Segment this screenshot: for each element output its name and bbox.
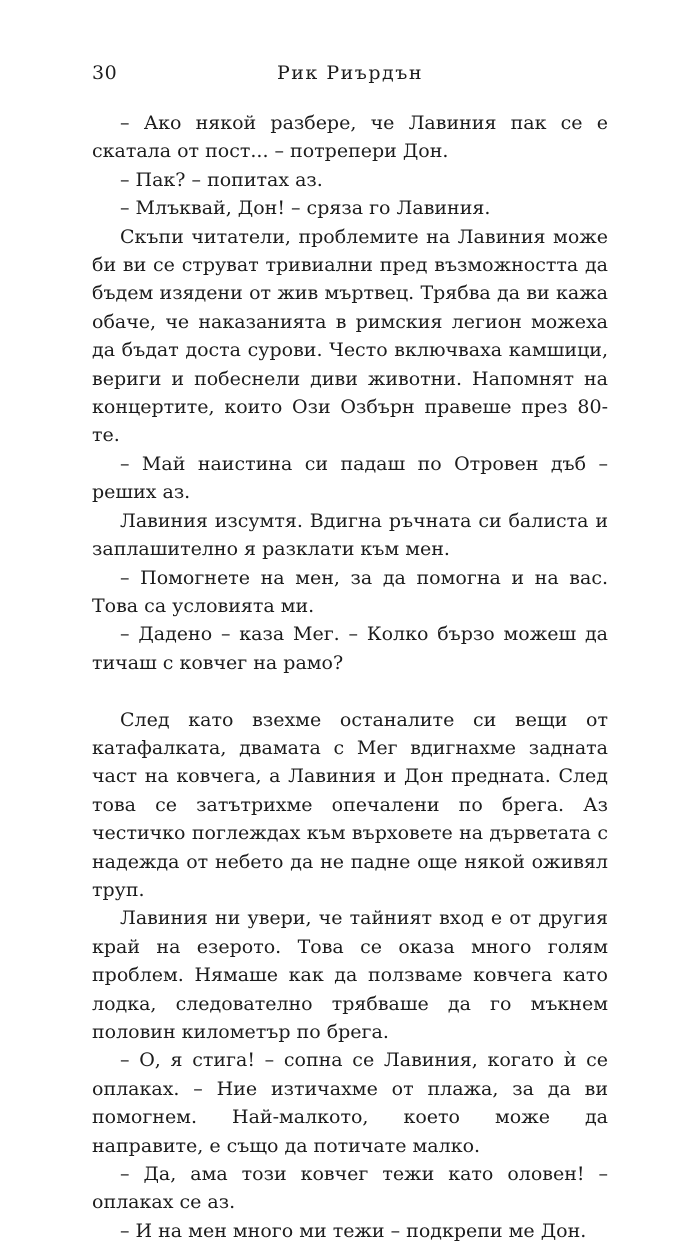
- page-number: 30: [92, 62, 118, 84]
- paragraph: – Да, ама този ковчег тежи като оловен! – оплаках се аз.: [92, 1163, 608, 1214]
- page-header: [92, 62, 608, 92]
- paragraph: Скъпи читатели, проблемите на Лавиния може би ви се струват тривиални пред възможността да бъдем изядени от жив мъртвец. Трябва да ви кажа обаче, че наказанията в римския легион можеха да бъдат доста сурови. Често включваха камшици, вериги и побеснели диви животни. Напомнят на концертите, които Ози Озбърн правеше през 80-те.: [92, 225, 608, 447]
- paragraph: Лавиния ни увери, че тайният вход е от другия край на езерото. Това се оказа много голям проблем. Нямаше как да ползваме ковчега като лодка, следователно трябваше да го мъкнем половин километър по брега.: [92, 907, 608, 1043]
- paragraph: – Май наистина си падаш по Отровен дъб – реших аз.: [92, 452, 608, 504]
- paragraph: – И на мен много ми тежи – подкрепи ме Дон.: [120, 1219, 587, 1242]
- body-text: [92, 109, 608, 1245]
- paragraph: – Млъквай, Дон! – сряза го Лавиния.: [120, 197, 491, 220]
- paragraph: – О, я стига! – сопна се Лавиния, когато ѝ се оплаках. – Ние изтичахме от плажа, за да ви помогнем. Най-малкото, което може да направите, е също да потичате малко.: [92, 1049, 608, 1157]
- section-break: [92, 677, 608, 705]
- paragraph: Лавиния изсумтя. Вдигна ръчната си балиста и заплашително я разклати към мен.: [92, 509, 608, 561]
- paragraph: – Дадено – каза Мег. – Колко бързо можеш да тичаш с ковчег на рамо?: [92, 623, 608, 674]
- running-head: Рик Риърдън: [276, 62, 423, 84]
- paragraph: След като взехме останалите си вещи от катафалката, двамата с Мег вдигнахме задната част на ковчега, а Лавиния и Дон предната. След това се затътрихме опечалени по брега. Аз честичко поглеждах към върховете на дърветата с надежда от небето да не падне още някой оживял труп.: [92, 708, 608, 901]
- paragraph: – Помогнете на мен, за да помогна и на вас. Това са условията ми.: [92, 566, 608, 617]
- paragraph: – Пак? – попитах аз.: [120, 168, 323, 191]
- paragraph: – Ако някой разбере, че Лавиния пак се е скатала от пост... – потрепери Дон.: [92, 112, 608, 163]
